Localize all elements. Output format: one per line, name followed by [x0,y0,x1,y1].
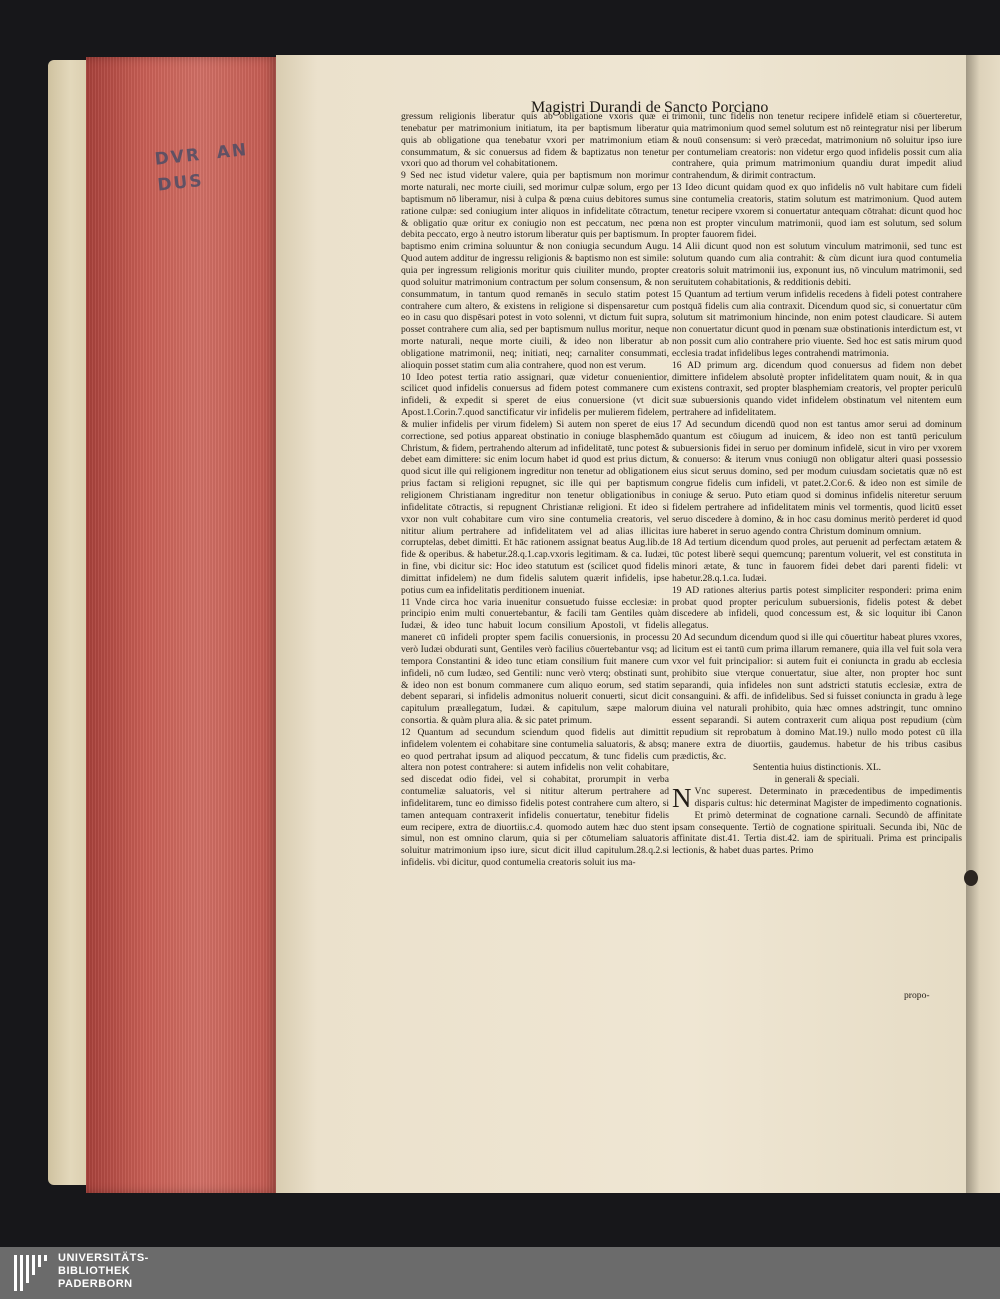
library-footer-bar [0,1247,1000,1299]
paragraph: 14 Alii dicunt quod non est solutum vinculum matrimonii, sed tunc est solutum quando cum alia contrahit: & cùm dicunt iura quod contumelia creatoris soluit matrimonii ius, exponunt ius, nō vinculum matrimonii, sed seruitutem cohabitationis, & redditionis debiti. [672,241,962,288]
paragraph: 19 AD rationes alterius partis potest simpliciter responderi: prima enim probat quod propter periculum subuersionis, fidelis potest & debet discedere ab infideli, quod concessum est, & sic loquitur ibi Canon allegatus. [672,584,962,632]
running-head-left: Magistri Durandi de [531,99,661,116]
section-subheading: in generali & speciali. [774,774,860,786]
paragraph: 15 Quantum ad tertium verum infidelis recedens à fideli potest contrahere postquā fidelis cum alia contraxit. Dicendum quod sic, si conuertatur cūm solutum sit matrimonium hincinde, non enim potest claudicare. Si autem non conuertatur dicunt quod in pœnam suæ obstinationis interdictum est, vt non possit cum alio contrahere prio viuente. Sed hoc est satis mirum quod ecclesia tradat infidelibus leges contrahendi matrimonia. [672,288,962,359]
red-page-edge [86,57,278,1193]
printed-page [276,55,966,1193]
running-head-right: Sancto Porciano [664,99,769,116]
right-text-column [672,111,962,857]
facing-page-edge [966,55,1000,1193]
paragraph: gressum religionis liberatur quis ab obligatione vxoris quæ ei tenebatur per matrimonium initiatum, ita per baptismum liberatur quis ab obligatione qua tenebatur vxori per matrimonium etiam consummatum, & sic conuersus ad fidem & baptizatus non tenetur vxori quo ad thorum vel cohabitationem. [401,111,669,170]
paragraph: 16 AD primum arg. dicendum quod conuersus ad fidem non debet dimittere infidelem absolutè propter infidelitatem quam nouit, & in qua existens contraxit, sed propter blasphemiam creatoris, vel propter periculū suæ subuersionis quando videt infidelem obstinatum vel nitentem eum pertrahere ad infidelitatem. [672,359,962,419]
library-name-line: UNIVERSITÄTS- [58,1252,149,1264]
library-logo-icon [12,1253,48,1293]
wormhole [964,870,978,886]
left-text-column [401,111,669,869]
paragraph: 18 Ad tertium dicendum quod proles, aut peruenit ad perfectam ætatem & tūc potest liberè sequi quemcunq; parentum voluerit, vel est constituta in minori ætate, & tunc in fauorem fidei debet dari parenti fideli: vt habetur.28.q.1.ca. Iudæi. [672,537,962,584]
section-heading: Sententia huius distinctionis. XL. [752,762,882,774]
drop-initial: N [672,783,692,814]
paragraph: 20 Ad secundum dicendum quod si ille qui cōuertitur habeat plures vxores, licitum est ei tantū cum prima illarum remanere, quia illa vel fuit sola vera vxor vel fuit principalior: si autem fuit ei coniuncta in gradu ab ecclesia prohibito siue vterque conuertatur, siue alter, non propter hoc sunt separandi, quia infideles non sunt adstricti statutis ecclesiæ, extra de consanguini. & affi. de infidelibus. Sed si fuisset coniuncta in gradu à lege diuina vel naturali prohibito, quia hæc omnes adstringit, tunc omnino essent separandi. Si autem contraxerit cum aliqua post repudium (cùm repudium sit reprobatum à domino Mat.19.) nullo modo potest cū illa manere extra de diuortiis, gaudemus. habetur de his tribus casibus prædictis, &c. [672,632,962,762]
paragraph-text: Vnc superest. Determinato in præcedentibus de impedimentis disparis cultus: hic determinat Magister de impedimento cognationis. Et primò determinat de cognatione carnali. Secundò de affinitate ipsam consequente. Tertiò de cognatione spirituali. Secunda ibi, Nūc de affinitate dist.41. Tertia dist.42. iam de spirituali. Prima est principalis lectionis, & habet duas partes. Primo [672,786,962,857]
edge-handwritten-label: DVR AN DUS [153,140,250,196]
catchword: propo- [904,990,930,1001]
paragraph: 13 Ideo dicunt quidam quod ex quo infidelis nō vult habitare cum fideli sine contumelia creatoris, statim solutum est matrimonium. Quod autem tenetur recipere vxorem si conuertatur antequam cōtrahat: dicunt quod hoc non est propter vinculum matrimonii, quod iam est solutum, sed solum propter fauorem fidei. [672,182,962,241]
library-name-line: BIBLIOTHEK [58,1265,131,1277]
paragraph: 17 Ad secundum dicendū quod non est tantus amor serui ad dominum quantum est cōiugum ad inuicem, & ideo non est tantū periculum subuersionis fidei in seruo per dominum infidelē, sicut in viro per vxorem & conuerso: & iterum vnus coniugū non obligatur alteri quasi possessio eius sicut seruus domino, sed per modum cuiusdam societatis quæ nō est congrue fidelis cum infideli, vt patet.2.Cor.6. & ideo non est simile de coniuge & seruo. Puto etiam quod si dominus infidelis niteretur seruum fidelem pertrahere ad infidelitatem minis vel tormentis, quod licitū esset seruo discedere à domino, & in hoc casu dominus meritò perderet id quod iure haberet in seruo agendo contra Christum dominum omnium. [672,418,962,537]
library-name [58,1252,149,1291]
paragraph: 9 Sed nec istud videtur valere, quia per baptismum non morimur morte naturali, nec morte ciuili, sed morimur culpæ solum, ergo per baptismum nō liberamur, nisi à culpa & pœna cuius debitores sumus ratione culpæ: sed coniugium inter aliquos in infidelitate cōtractum, & obligatio quæ oritur ex coniugio non est peccatum, nec pœna debita peccato, ergo à neutro istorum liberatur quis per baptismum. In baptismo enim crimina soluuntur & non coniugia secundum Augu. Quod autem additur de ingressu religionis & baptismo non est simile: quia per ingressum religionis moritur quis ciuiliter mundo, propter quod soluitur matrimonium contractum per solum consensum, & non consummatum, in tantum quod remanēs in seculo statim potest contrahere cum altero, & existens in religione si dispensaretur cum eo in casu quo dispēsari potest in voto solenni, vt dictum fuit supra, posset contrahere cum alia, sed per baptismum nullus moritur, neque morte naturali, neque morte ciuili, & ideo non liberatur ab obligatione matrimonii, neq; initiati, neq; carnaliter consummati, alioquin posset statim cum alia contrahere, quod non est verum. [401,170,669,371]
paragraph: 12 Quantum ad secundum sciendum quod fidelis aut dimittit infidelem volentem ei cohabitare sine contumelia saluatoris, & absq; eo quod pertrahat ipsum ad aliquod peccatum, & tunc fidelis cum altera non potest contrahere: si autem infidelis non velit cohabitare, sed discedat odio fidei, vel si cohabitat, prorumpit in verba contumeliæ saluatoris, vel si nititur alterum pertrahere ad infidelitarem, tunc eo dimisso fidelis potest contrahere cum altero, si tamen antequam contraxerit infidelis conuertatur, tenebitur fidelis eum recipere, extra de diuortiis.c.4. quomodo autem hæc duo stent simul, non est omnino clarum, quia si per cōtumeliam saluatoris soluitur matrimonium ipso iure, sicut dicit illud capitulum.28.q.2.si infidelis. vbi dicitur, quod contumelia creatoris soluit ius ma- [401,726,669,869]
paragraph-nunc [672,783,962,857]
paragraph: 11 Vnde circa hoc varia inuenitur consuetudo fuisse ecclesiæ: in principio enim multi conuertebantur, & facili tam Gentiles quàm Iudæi, & ideo tunc habuit locum consilium Apostoli, vt fidelis maneret cū infideli propter spem facilis conuersionis, in processu verò Iudæi obdurati sunt, Gentiles verò facilius cōuertebantur vsq; ad tempora Constantini & ideo tunc etiam consilium fuit manere cum infideli, nō cum Iudæo, sed Gentili: nunc verò vterq; obstinati sunt, & ideo non est bonum commanere cum aliquo eorum, sed statim debent separari, si infidelis admonitus noluerit conuerti, sicut dicit capitulum præallegatum, Iudæi. & capitulum, sæpe malorum consortia. & quàm plura alia. & sic patet primum. [401,596,669,727]
library-name-line: PADERBORN [58,1278,133,1290]
paragraph: 10 Ideo potest tertia ratio assignari, quæ videtur conuenientior, scilicet quod infidelis conuersus ad fidem potest commanere cum infideli, & expedit si speret de eius conuersione (vt dicit Apost.1.Corin.7.quod sanctificatur vir infidelis per mulierem fidelem, & mulier infidelis per virum fidelem) Si autem non speret de eius correctione, sed potius appareat obstinatio in coniuge blasphemādo Christum, & fidem, pertrahendo alterum ad infidelitatē, tunc potest & debet eam dimittere: sic enim locum habet id quod est prius dictum, quod sicut ille qui religionem ingreditur non tenetur ad obligationem prius factam si religioni repugnet, sic ille qui per baptismum religionem Christianam ingreditur non tenetur obligationibus in infidelitate cōtractis, si repugnent Christianæ religioni. Et ideo si vxor non vult cohabitare cum viro sine contumelia creatoris, vel nititur alium pertrahere ad infidelitatem vel ad alias illicitas corruptelas, debet dimitti. Et hāc rationem assignat beatus Aug.lib.de fide & operibus. & habetur.28.q.1.cap.vxoris legitimam. & ca. Iudæi, in fine, vbi dicitur sic: Hoc ideo statutum est (scilicet quod fidelis dimittat infidelem) ne dum fidelis salutem quærit infidelis, ipse potius cum ea infidelitatis perditionem inueniat. [401,371,669,596]
book-scan [48,55,1000,1190]
paragraph: trimonii, tunc fidelis non tenetur recipere infidelē etiam si cōuerteretur, quia matrimonium quod semel solutum est nō reintegratur nisi per liberum & nouū consensum: si verò præcedat, matrimonium nō soluitur ipso iure per contumeliam creatoris: non videtur ergo quod infidelis possit cum alia contrahere, quia primum matrimonium quandiu durat impedit aliud contrahendum, & dirimit contractum. [672,111,962,182]
